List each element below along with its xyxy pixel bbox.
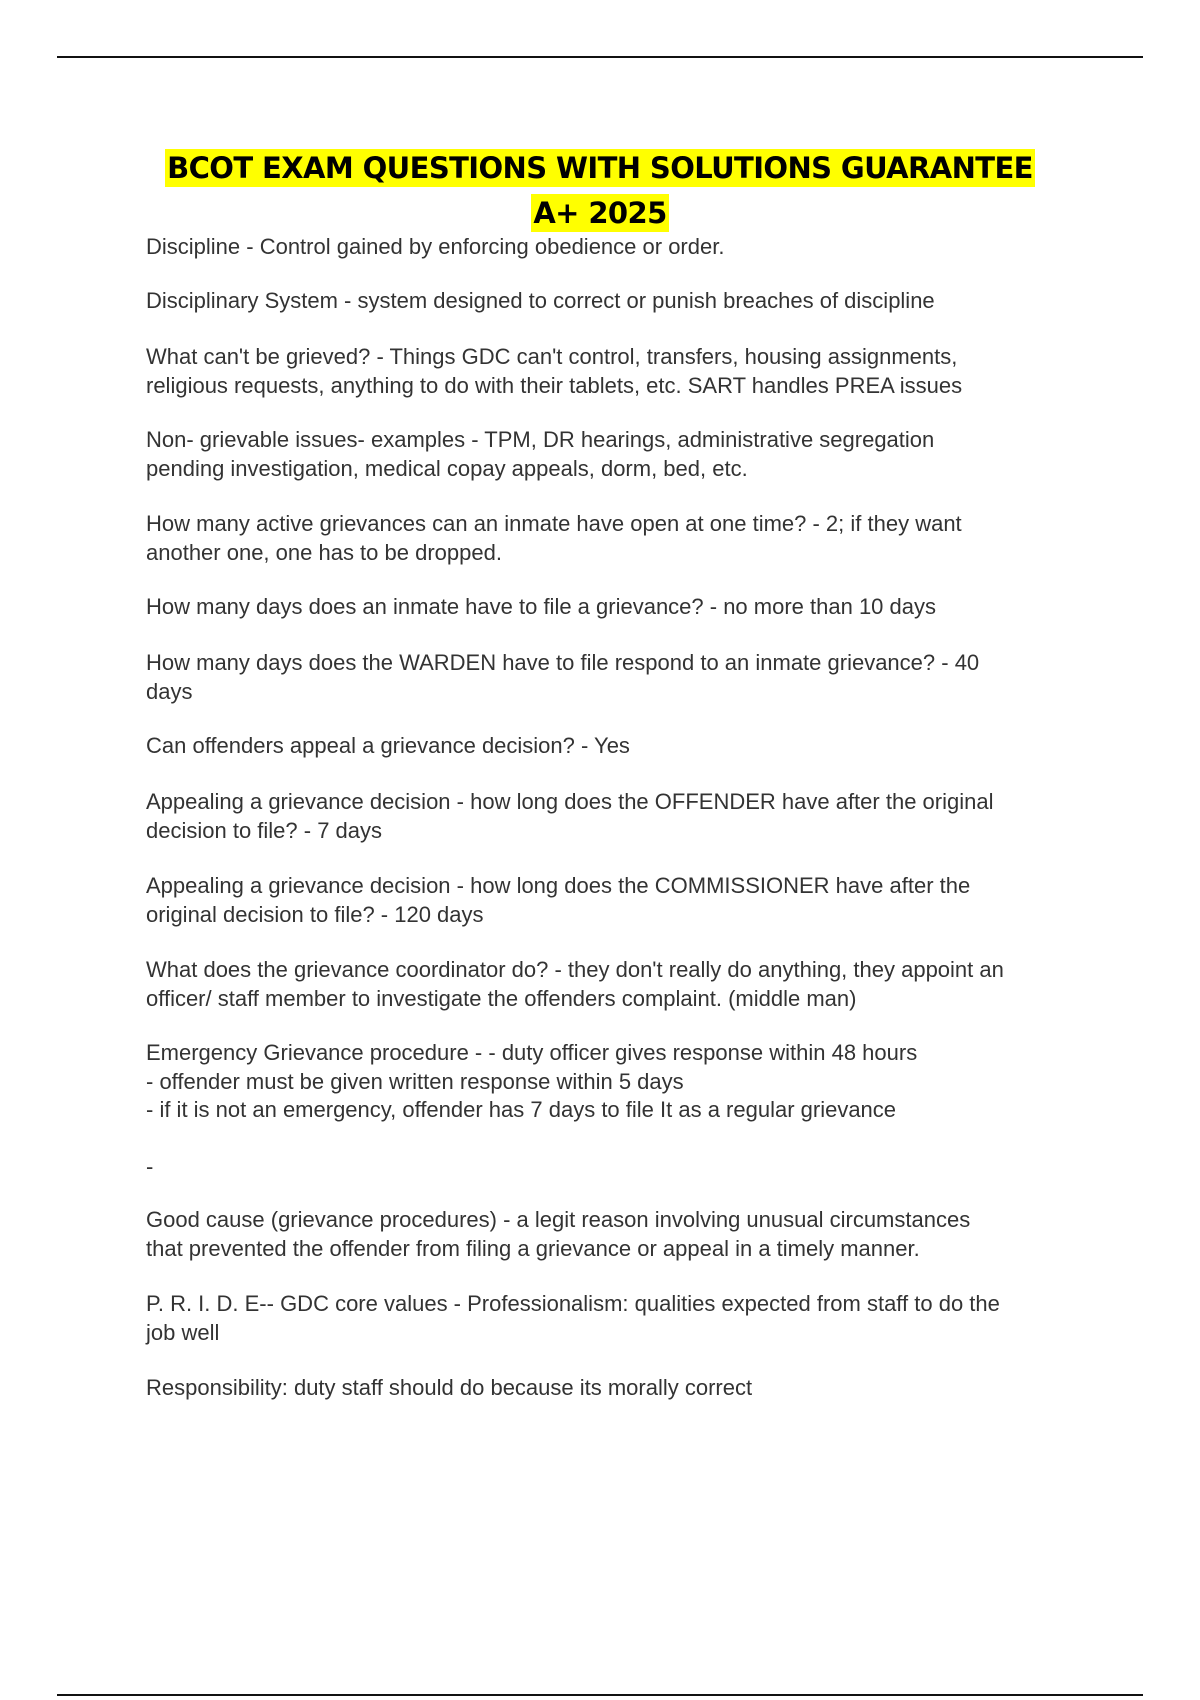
paragraph-line: Discipline - Control gained by enforcing obedience or order. (146, 234, 725, 259)
qa-paragraph (146, 593, 1106, 622)
paragraph-line: original decision to file? - 120 days (146, 901, 484, 927)
qa-paragraph (146, 1153, 1106, 1182)
paragraph-line: Non- grievable issues- examples - TPM, DR hearings, administrative segregation (146, 427, 935, 452)
bottom-rule (57, 1694, 1143, 1696)
qa-paragraph (146, 732, 1106, 761)
qa-paragraph (146, 343, 1106, 400)
qa-paragraph (146, 872, 1106, 929)
paragraph-line: pending investigation, medical copay appeals, dorm, bed, etc. (146, 455, 748, 481)
paragraph-line: Responsibility: duty staff should do because its morally correct (146, 1375, 753, 1400)
paragraph-line: - (146, 1154, 154, 1179)
paragraph-line: Emergency Grievance procedure - - duty officer gives response within 48 hours (146, 1040, 918, 1065)
paragraph-line: Can offenders appeal a grievance decision? - Yes (146, 733, 630, 758)
paragraph-line: What can't be grieved? - Things GDC can't control, transfers, housing assignments, (146, 344, 958, 369)
qa-paragraph (146, 233, 1106, 262)
paragraph-line: P. R. I. D. E-- GDC core values - Professionalism: qualities expected from staff to do the (146, 1291, 1000, 1316)
qa-paragraph (146, 426, 1106, 483)
document-title (0, 146, 1200, 190)
paragraph-line: officer/ staff member to investigate the offenders complaint. (middle man) (146, 985, 857, 1011)
qa-paragraph (146, 510, 1106, 567)
qa-paragraph (146, 1206, 1106, 1263)
qa-paragraph (146, 1374, 1106, 1403)
paragraph-line: Disciplinary System - system designed to correct or punish breaches of discipline (146, 288, 935, 313)
paragraph-line: - if it is not an emergency, offender has 7 days to file It as a regular grievance (146, 1097, 897, 1122)
qa-paragraph (146, 788, 1106, 845)
paragraph-line: - offender must be given written response within 5 days (146, 1068, 684, 1094)
qa-paragraph (146, 649, 1106, 706)
paragraph-line: How many days does an inmate have to file a grievance? - no more than 10 days (146, 594, 937, 619)
paragraph-line: that prevented the offender from filing a grievance or appeal in a timely manner. (146, 1235, 920, 1261)
qa-paragraph (146, 1039, 1106, 1125)
title-line-2: A+ 2025 (533, 196, 667, 230)
paragraph-line: How many active grievances can an inmate have open at one time? - 2; if they want (146, 511, 962, 536)
paragraph-line: job well (146, 1319, 220, 1345)
paragraph-line: another one, one has to be dropped. (146, 539, 502, 565)
document-title-2 (0, 191, 1200, 235)
paragraph-line: Appealing a grievance decision - how long does the COMMISSIONER have after the (146, 873, 971, 898)
qa-paragraph (146, 1290, 1106, 1347)
paragraph-line: Good cause (grievance procedures) - a legit reason involving unusual circumstances (146, 1207, 971, 1232)
paragraph-line: Appealing a grievance decision - how long does the OFFENDER have after the original (146, 789, 994, 814)
paragraph-line: How many days does the WARDEN have to file respond to an inmate grievance? - 40 (146, 650, 980, 675)
paragraph-line: What does the grievance coordinator do? - they don't really do anything, they appoint an (146, 957, 1004, 982)
paragraph-line: religious requests, anything to do with their tablets, etc. SART handles PREA issues (146, 372, 963, 398)
qa-paragraph (146, 287, 1106, 316)
paragraph-line: decision to file? - 7 days (146, 817, 383, 843)
qa-paragraph (146, 956, 1106, 1013)
paragraph-line: days (146, 678, 193, 704)
top-rule (57, 56, 1143, 58)
title-line-1: BCOT EXAM QUESTIONS WITH SOLUTIONS GUARANTEE (167, 151, 1033, 185)
